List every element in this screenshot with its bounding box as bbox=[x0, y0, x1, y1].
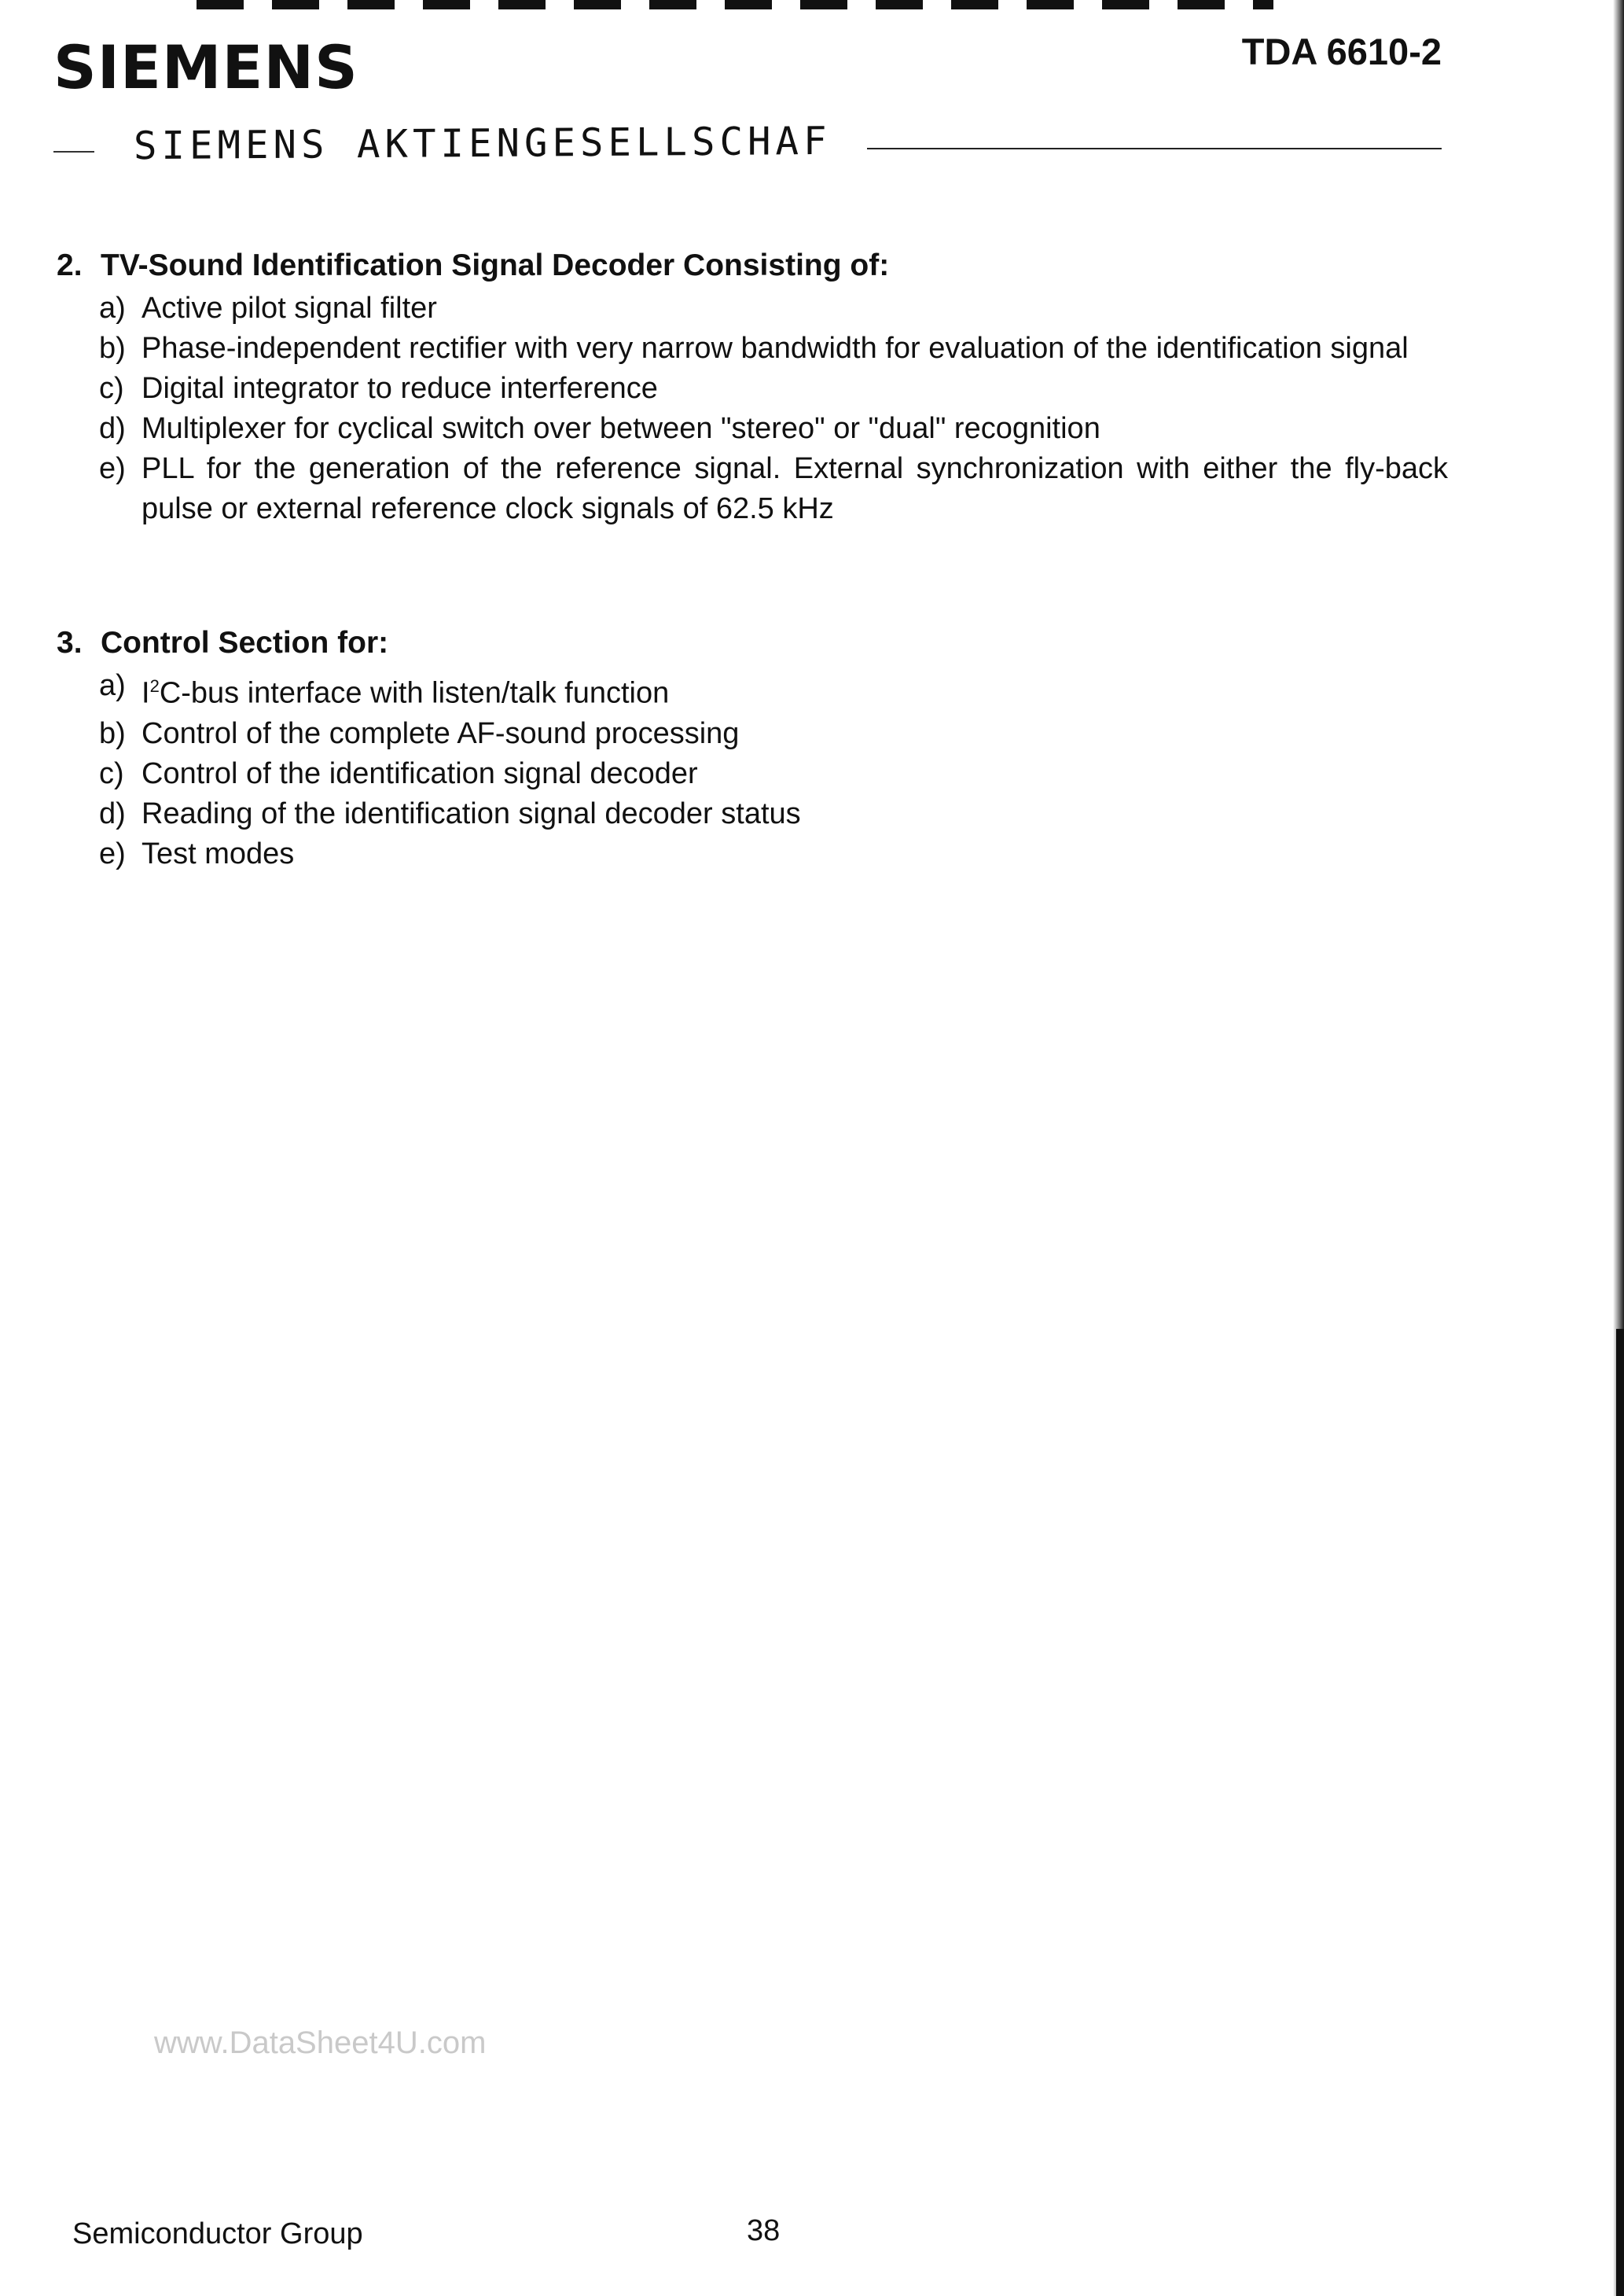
item-marker: b) bbox=[99, 716, 126, 750]
section-identification-decoder bbox=[57, 250, 1448, 529]
item-marker: d) bbox=[99, 412, 126, 445]
company-stamp: SIEMENS AKTIENGESELLSCHAF bbox=[134, 118, 832, 169]
section-title bbox=[57, 627, 1448, 658]
section-control bbox=[57, 627, 1448, 874]
item-text-main: C-bus interface with listen/talk function bbox=[159, 676, 670, 710]
watermark-link[interactable]: www.DataSheet4U.com bbox=[154, 2026, 487, 2060]
list-item bbox=[57, 449, 1448, 529]
brand-logo: SIEMENS bbox=[53, 32, 358, 102]
section-number: 3. bbox=[57, 626, 83, 660]
list-item bbox=[57, 754, 1448, 794]
scan-edge-dark bbox=[1616, 1329, 1624, 2296]
item-text: Active pilot signal filter bbox=[141, 292, 437, 325]
list-item bbox=[57, 289, 1448, 329]
item-text: Reading of the identification signal decoder status bbox=[141, 797, 801, 830]
top-scan-artifact bbox=[197, 0, 1273, 9]
section-title-text: TV-Sound Identification Signal Decoder Consisting of: bbox=[101, 248, 890, 282]
section-items bbox=[57, 666, 1448, 874]
page-number: 38 bbox=[747, 2214, 781, 2247]
section-items bbox=[57, 289, 1448, 529]
item-text: Control of the complete AF-sound processing bbox=[141, 716, 740, 750]
list-item bbox=[57, 409, 1448, 449]
list-item bbox=[57, 369, 1448, 409]
stamp-left-dash bbox=[53, 151, 94, 153]
footer-publisher: Semiconductor Group bbox=[72, 2217, 363, 2250]
item-marker: a) bbox=[99, 292, 126, 325]
item-marker: e) bbox=[99, 452, 126, 485]
item-text: Test modes bbox=[141, 837, 295, 870]
item-marker: d) bbox=[99, 797, 126, 830]
list-item bbox=[57, 794, 1448, 834]
item-text-superscript: 2 bbox=[149, 676, 160, 696]
item-marker: a) bbox=[99, 669, 126, 702]
document-id: TDA 6610-2 bbox=[1241, 31, 1442, 72]
item-text: Control of the identification signal decoder bbox=[141, 756, 698, 790]
item-text: Multiplexer for cyclical switch over between "stereo" or "dual" recognition bbox=[141, 412, 1100, 445]
stamp-rule-line bbox=[867, 148, 1442, 149]
section-title bbox=[57, 250, 1448, 281]
section-number: 2. bbox=[57, 248, 83, 282]
item-text bbox=[141, 666, 1448, 714]
list-item bbox=[57, 834, 1448, 874]
list-item bbox=[57, 329, 1448, 369]
item-marker: c) bbox=[99, 372, 124, 405]
item-marker: c) bbox=[99, 756, 124, 790]
item-text: PLL for the generation of the reference signal. External synchronization with either the fly-back pulse or external reference clock signals of 62.5 kHz bbox=[141, 452, 1448, 525]
stamp-row bbox=[53, 118, 1442, 181]
item-text: Phase-independent rectifier with very narrow bandwidth for evaluation of the identification signal bbox=[141, 332, 1409, 365]
item-marker: e) bbox=[99, 837, 126, 870]
item-marker: b) bbox=[99, 332, 126, 365]
list-item bbox=[57, 714, 1448, 754]
section-title-text: Control Section for: bbox=[101, 626, 389, 660]
list-item bbox=[57, 666, 1448, 714]
item-text-prefix: I bbox=[141, 676, 150, 710]
item-text: Digital integrator to reduce interference bbox=[141, 372, 658, 405]
